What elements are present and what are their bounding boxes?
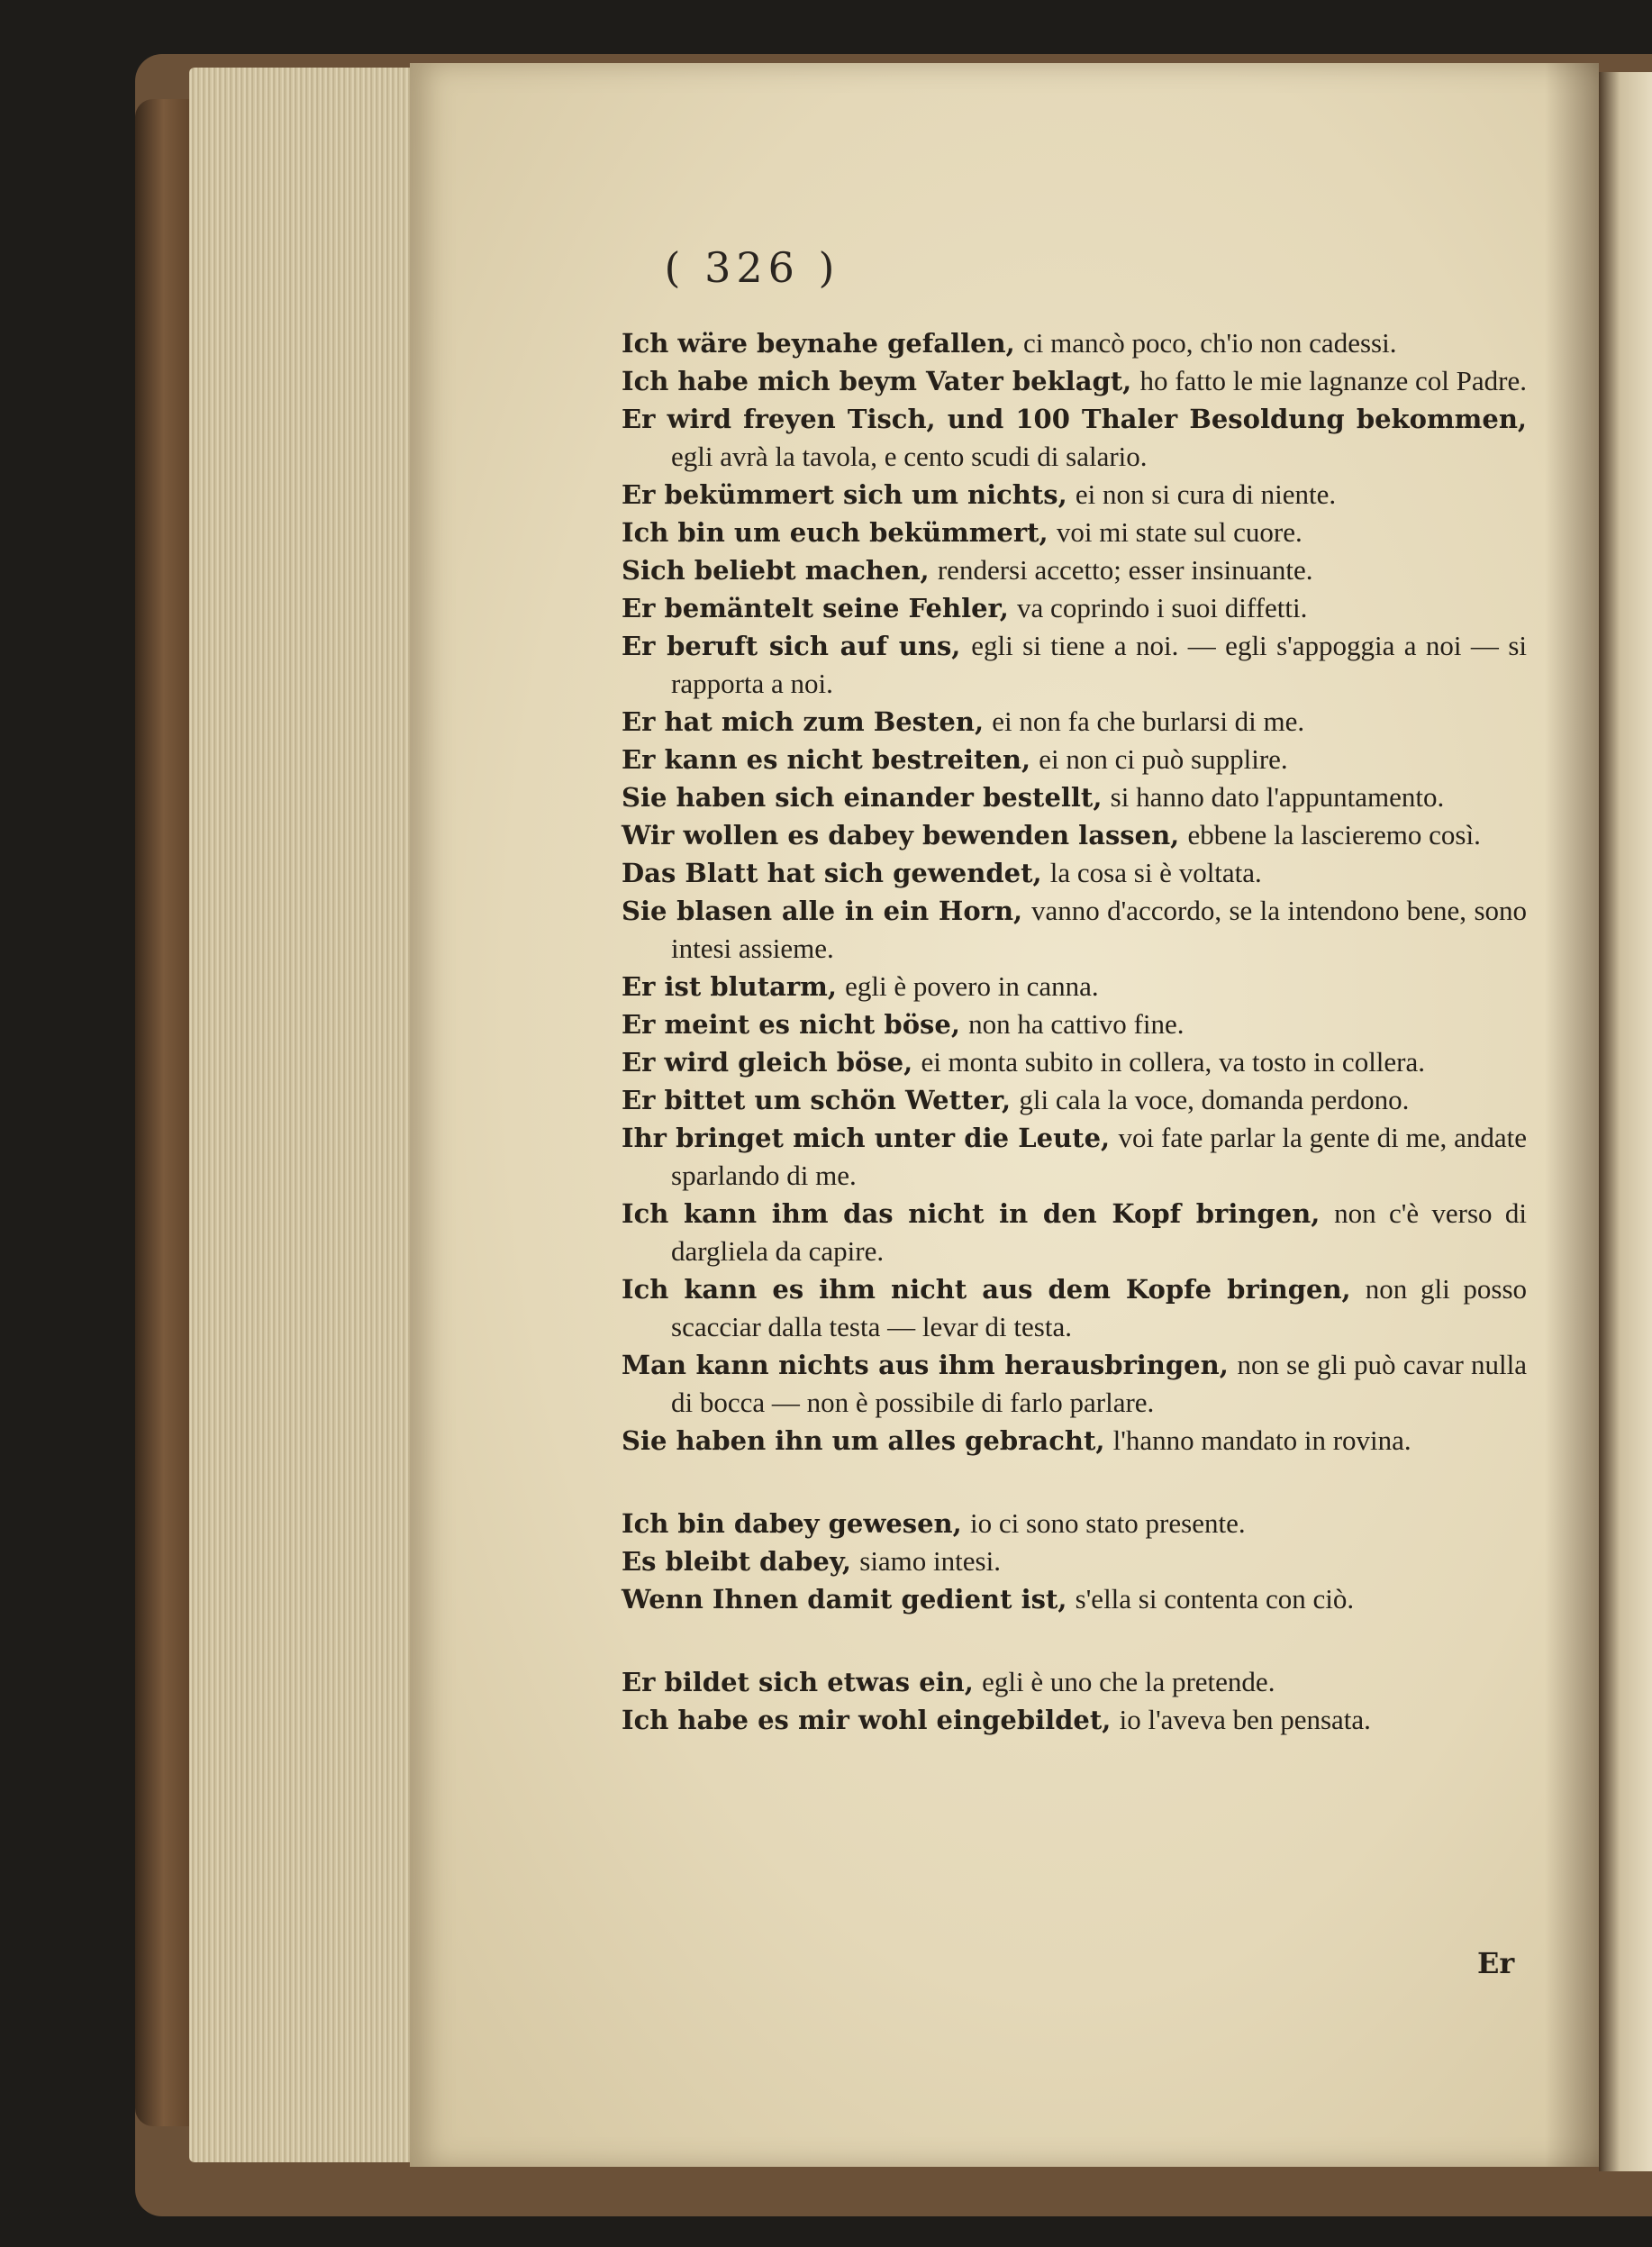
- german-phrase: Sie haben sich einander bestellt,: [622, 782, 1103, 813]
- german-phrase: Er wird freyen Tisch, und 100 Thaler Besoldung bekommen,: [622, 404, 1527, 434]
- facing-page-edge: [1599, 72, 1652, 2171]
- phrase-entry: [622, 362, 1527, 400]
- german-phrase: Ihr bringet mich unter die Leute,: [622, 1123, 1111, 1153]
- italian-translation: egli è povero in canna.: [845, 970, 1099, 1002]
- german-phrase: Das Blatt hat sich gewendet,: [622, 858, 1042, 888]
- italian-translation: non ha cattivo fine.: [968, 1008, 1185, 1040]
- phrase-entry: [622, 968, 1527, 1005]
- german-phrase: Sie blasen alle in ein Horn,: [622, 896, 1023, 926]
- phrase-entry: [622, 476, 1527, 514]
- phrase-entry: [622, 514, 1527, 551]
- phrase-entry: [622, 741, 1527, 778]
- italian-translation: va coprindo i suoi diffetti.: [1017, 592, 1308, 623]
- italian-translation: vanno d'accordo, se la intendono bene, sono intesi assieme.: [671, 895, 1528, 964]
- german-phrase: Er bemäntelt seine Fehler,: [622, 593, 1009, 623]
- italian-translation: gli cala la voce, domanda perdono.: [1019, 1084, 1410, 1115]
- german-phrase: Er ist blutarm,: [622, 971, 837, 1002]
- phrase-list: [622, 324, 1527, 1739]
- italian-translation: non gli posso scacciar dalla testa — levar di testa.: [671, 1273, 1528, 1342]
- italian-translation: non se gli può cavar nulla di bocca — non è possibile di farlo parlare.: [671, 1349, 1527, 1418]
- page-edges: [189, 68, 419, 2162]
- german-phrase: Ich wäre beynahe gefallen,: [622, 328, 1015, 359]
- page-gutter: [1545, 63, 1599, 2167]
- italian-translation: io l'aveva ben pensata.: [1119, 1704, 1371, 1735]
- italian-translation: la cosa si è voltata.: [1049, 857, 1262, 888]
- german-phrase: Sich beliebt machen,: [622, 555, 930, 586]
- italian-translation: ei non si cura di niente.: [1075, 478, 1337, 510]
- german-phrase: Ich kann ihm das nicht in den Kopf bringen,: [622, 1198, 1321, 1229]
- italian-translation: io ci sono stato presente.: [969, 1507, 1246, 1539]
- german-phrase: Man kann nichts aus ihm herausbringen,: [622, 1350, 1229, 1380]
- phrase-entry: [622, 1005, 1527, 1043]
- catchword: Er: [1477, 1946, 1515, 1980]
- phrase-entry: [622, 1119, 1527, 1195]
- german-phrase: Ich bin dabey gewesen,: [622, 1508, 962, 1539]
- phrase-entry: [622, 816, 1527, 854]
- phrase-entry: [622, 1580, 1527, 1618]
- phrase-entry: [622, 400, 1527, 476]
- italian-translation: egli si tiene a noi. — egli s'appoggia a noi — si rapporta a noi.: [671, 630, 1528, 699]
- phrase-entry: [622, 1043, 1527, 1081]
- phrase-entry: [622, 589, 1527, 627]
- german-phrase: Er bildet sich etwas ein,: [622, 1667, 974, 1697]
- german-phrase: Er wird gleich böse,: [622, 1047, 913, 1078]
- phrase-entry: [622, 1081, 1527, 1119]
- italian-translation: egli è uno che la pretende.: [982, 1666, 1275, 1697]
- german-phrase: Ich habe mich beym Vater beklagt,: [622, 366, 1132, 396]
- phrase-entry: [622, 1542, 1527, 1580]
- phrase-entry: [622, 1422, 1527, 1460]
- phrase-entry: [622, 1195, 1527, 1270]
- italian-translation: ci mancò poco, ch'io non cadessi.: [1022, 327, 1397, 359]
- german-phrase: Er beruft sich auf uns,: [622, 631, 961, 661]
- german-phrase: Ich bin um euch bekümmert,: [622, 517, 1048, 548]
- german-phrase: Er kann es nicht bestreiten,: [622, 744, 1031, 775]
- italian-translation: l'hanno mandato in rovina.: [1112, 1424, 1411, 1456]
- phrase-entry: [622, 892, 1527, 968]
- german-phrase: Wir wollen es dabey bewenden lassen,: [622, 820, 1180, 851]
- italian-translation: voi mi state sul cuore.: [1056, 516, 1303, 548]
- italian-translation: ebbene la lascieremo così.: [1187, 819, 1481, 851]
- german-phrase: Er bittet um schön Wetter,: [622, 1085, 1012, 1115]
- phrase-entry: [622, 854, 1527, 892]
- german-phrase: Er meint es nicht böse,: [622, 1009, 960, 1040]
- italian-translation: siamo intesi.: [859, 1545, 1001, 1577]
- german-phrase: Er bekümmert sich um nichts,: [622, 479, 1067, 510]
- phrase-entry: [622, 1270, 1527, 1346]
- italian-translation: ei non fa che burlarsi di me.: [992, 705, 1305, 737]
- phrase-entry: [622, 324, 1527, 362]
- italian-translation: ho fatto le mie lagnanze col Padre.: [1139, 365, 1528, 396]
- german-phrase: Er hat mich zum Besten,: [622, 706, 985, 737]
- german-phrase: Wenn Ihnen damit gedient ist,: [622, 1584, 1067, 1615]
- page-number: ( 326 ): [664, 243, 840, 292]
- italian-translation: si hanno dato l'appuntamento.: [1110, 781, 1445, 813]
- phrase-entry: [622, 1505, 1527, 1542]
- italian-translation: non c'è verso di dargliela da capire.: [671, 1197, 1527, 1267]
- phrase-entry: [622, 1346, 1527, 1422]
- phrase-entry: [622, 703, 1527, 741]
- italian-translation: s'ella si contenta con ciò.: [1075, 1583, 1355, 1615]
- phrase-entry: [622, 778, 1527, 816]
- german-phrase: Ich habe es mir wohl eingebildet,: [622, 1705, 1112, 1735]
- german-phrase: Ich kann es ihm nicht aus dem Kopfe bringen,: [622, 1274, 1351, 1305]
- phrase-entry: [622, 551, 1527, 589]
- phrase-entry: [622, 1701, 1527, 1739]
- italian-translation: rendersi accetto; esser insinuante.: [937, 554, 1313, 586]
- italian-translation: voi fate parlar la gente di me, andate sparlando di me.: [671, 1122, 1528, 1191]
- phrase-entry: [622, 627, 1527, 703]
- german-phrase: Es bleibt dabey,: [622, 1546, 852, 1577]
- italian-translation: ei monta subito in collera, va tosto in collera.: [921, 1046, 1426, 1078]
- german-phrase: Sie haben ihn um alles gebracht,: [622, 1425, 1105, 1456]
- italian-translation: egli avrà la tavola, e cento scudi di salario.: [671, 441, 1148, 472]
- italian-translation: ei non ci può supplire.: [1039, 743, 1288, 775]
- phrase-entry: [622, 1663, 1527, 1701]
